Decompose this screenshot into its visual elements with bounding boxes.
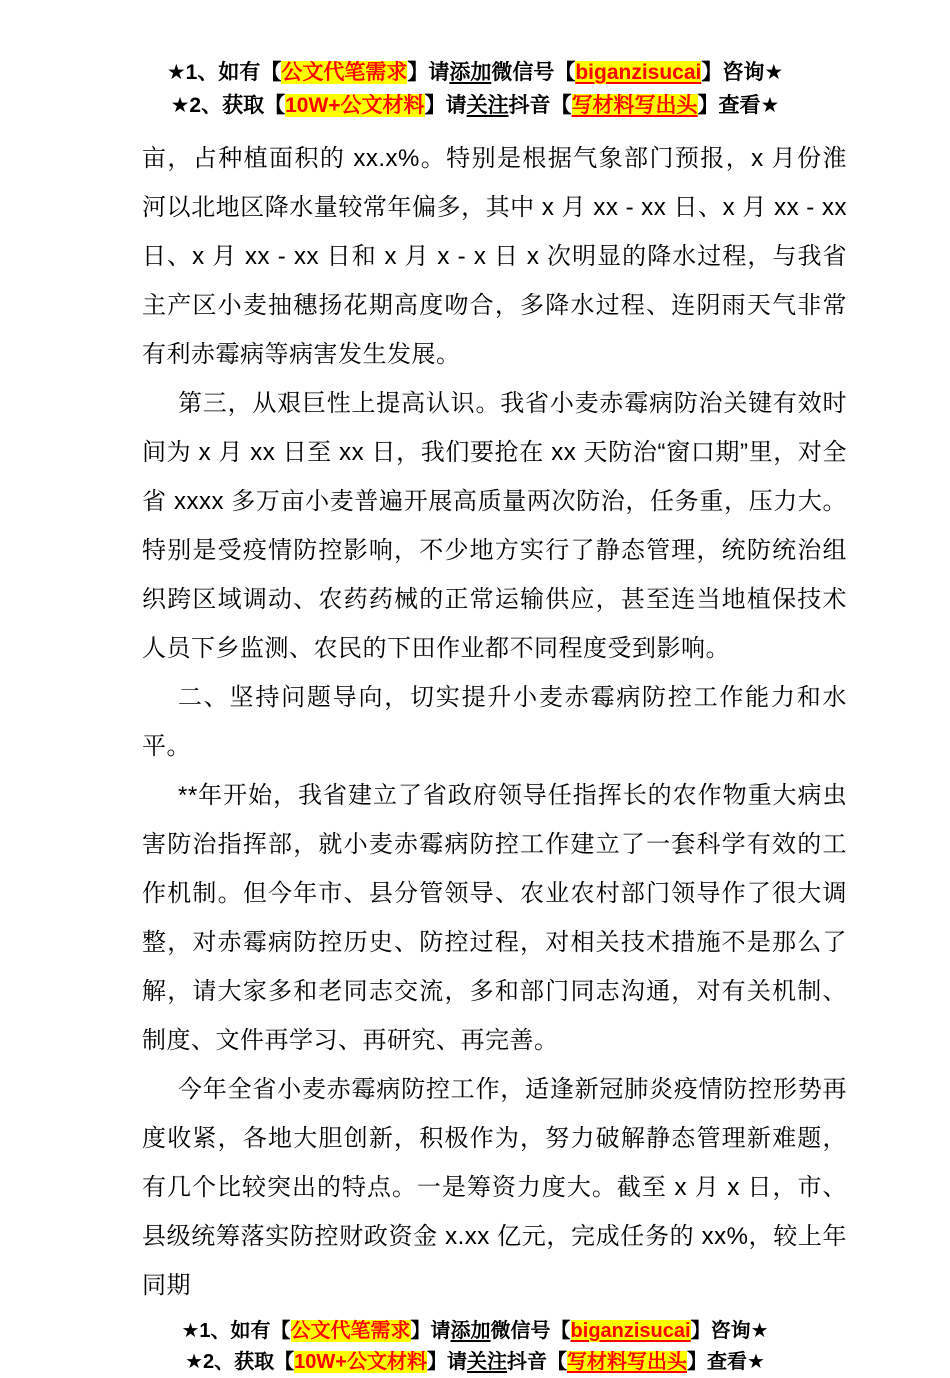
paragraph-mechanism: **年开始，我省建立了省政府领导任指挥长的农作物重大病虫害防治指挥部，就小麦赤霉病防控工作建立了一套科学有效的工作机制。但今年市、县分管领导、农业农村部门领导作了很大调整，对赤霉病防控历史、防控过程，对相关技术措施不是那么了解，请大家多和老同志交流，多和部门同志沟通，对有关机制、制度、文件再学习、再研究、再完善。	[142, 782, 847, 1054]
promo-1-suffix: 】咨询★	[701, 61, 784, 84]
promo-2-prefix: ★2、获取【	[185, 1351, 295, 1373]
promo-1-underlined-add: 添加	[450, 1320, 491, 1342]
paragraph-this-year: 今年全省小麦赤霉病防控工作，适逢新冠肺炎疫情防控形势再度收紧，各地大胆创新，积极作为，努力破解静态管理新难题，有几个比较突出的特点。一是筹资力度大。截至 x 月 x 日，市、县级统筹落实防控财政资金 x.xx 亿元，完成任务的 xx%，较上年同期	[142, 1076, 847, 1299]
promo-1-wechat-id: biganzisucai	[570, 1320, 691, 1342]
promo-1-prefix: ★1、如有【	[166, 61, 282, 84]
promo-2-douyin-id: 写材料写出头	[566, 1351, 687, 1373]
promo-2-mid2: 抖音【	[508, 94, 572, 117]
promo-header	[0, 56, 950, 122]
promo-2-douyin-id: 写材料写出头	[571, 94, 698, 117]
promo-1-mid2: 微信号【	[490, 1320, 571, 1342]
promo-2-mid2: 抖音【	[506, 1351, 567, 1373]
promo-2-mid1: 】请	[424, 94, 467, 117]
promo-2-suffix: 】查看★	[697, 94, 780, 117]
paragraph-continuation: 亩，占种植面积的 xx.x%。特别是根据气象部门预报，x 月份淮河以北地区降水量较常年偏多，其中 x 月 xx - xx 日、x 月 xx - xx 日、x 月 xx - xx 日和 x 月 x - x 日 x 次明显的降水过程，与我省主产区小麦抽穗扬花期高度吻合，多降水过程、连阴雨天气非常有利赤霉病等病害发生发展。	[142, 145, 847, 368]
promo-header-line-2	[0, 89, 950, 122]
promo-2-highlight-material: 10W+公文材料	[285, 94, 425, 117]
promo-1-suffix: 】咨询★	[690, 1320, 769, 1342]
promo-1-highlight-service: 公文代笔需求	[281, 61, 408, 84]
promo-2-underlined-follow: 关注	[466, 1351, 507, 1373]
promo-footer-line-1	[0, 1316, 950, 1347]
promo-2-prefix: ★2、获取【	[170, 94, 286, 117]
promo-1-mid1: 】请	[407, 61, 450, 84]
promo-footer-line-2	[0, 1347, 950, 1378]
promo-2-highlight-material: 10W+公文材料	[294, 1351, 427, 1373]
promo-2-mid1: 】请	[426, 1351, 467, 1373]
document-body	[142, 134, 847, 1310]
promo-1-highlight-service: 公文代笔需求	[290, 1320, 411, 1342]
paragraph-section-two-heading: 二、坚持问题导向，切实提升小麦赤霉病防控工作能力和水平。	[142, 684, 847, 760]
promo-2-underlined-follow: 关注	[466, 94, 509, 117]
promo-1-mid2: 微信号【	[491, 61, 576, 84]
promo-1-mid1: 】请	[410, 1320, 451, 1342]
paragraph-point-three: 第三，从艰巨性上提高认识。我省小麦赤霉病防治关键有效时间为 x 月 xx 日至 xx 日，我们要抢在 xx 天防治“窗口期”里，对全省 xxxx 多万亩小麦普遍开展高质量两次防治，任务重，压力大。特别是受疫情防控影响，不少地方实行了静态管理，统防统治组织跨区域调动、农药药械的正常运输供应，甚至连当地植保技术人员下乡监测、农民的下田作业都不同程度受到影响。	[142, 390, 847, 662]
promo-1-wechat-id: biganzisucai	[575, 61, 702, 84]
promo-1-underlined-add: 添加	[449, 61, 492, 84]
promo-footer	[0, 1316, 950, 1378]
promo-2-suffix: 】查看★	[686, 1351, 765, 1373]
promo-header-line-1	[0, 56, 950, 89]
promo-1-prefix: ★1、如有【	[181, 1320, 291, 1342]
